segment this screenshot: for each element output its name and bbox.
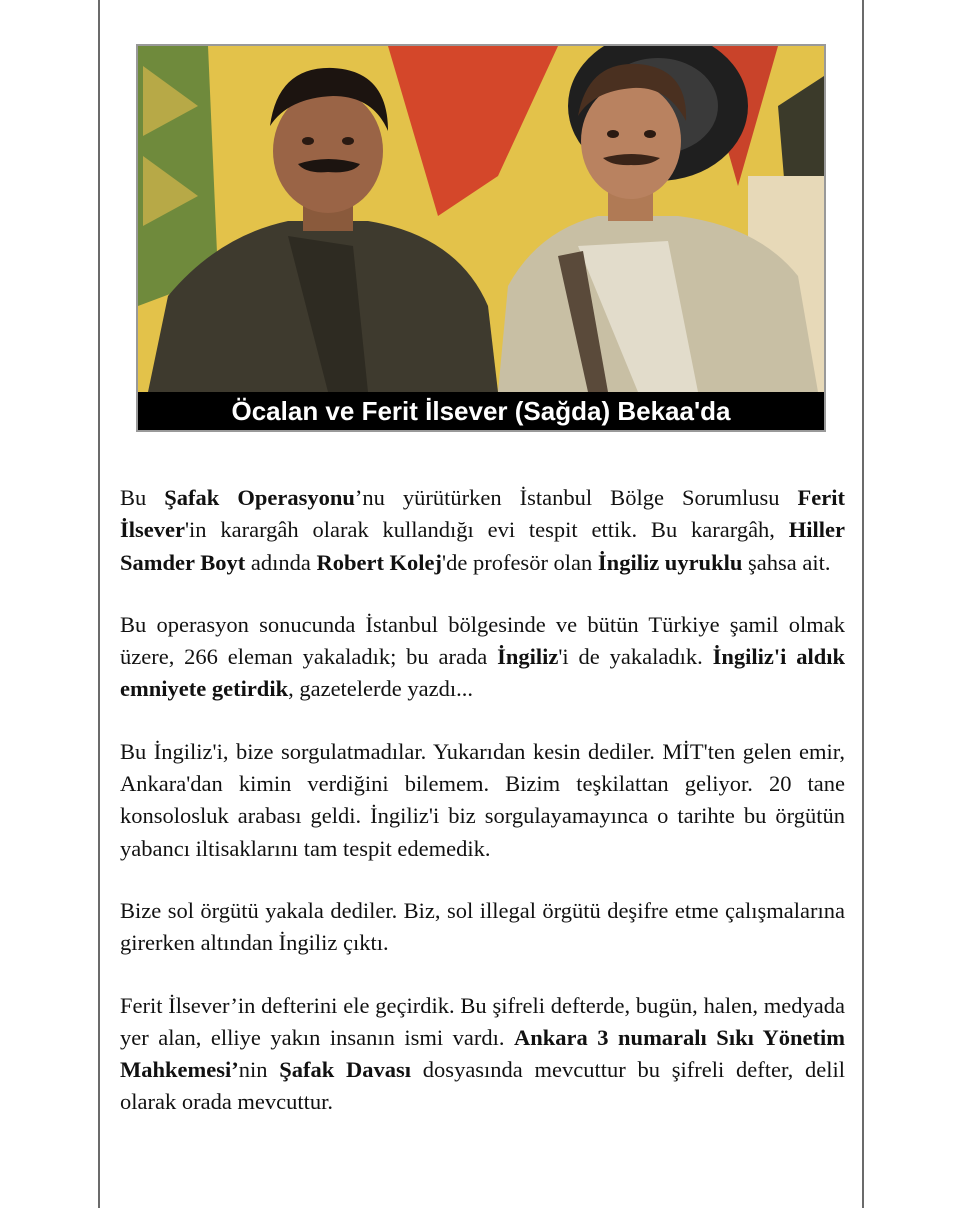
news-photo [136, 44, 826, 432]
article-paragraph [120, 482, 845, 579]
bold-text: İngiliz [497, 644, 559, 670]
paragraph-text: Ferit İlsever’in defterini ele geçirdik. Bu şifreli defterde, bugün, halen, medyada yer alan, elliye yakın insanın ismi vardı. [120, 992, 845, 1050]
bold-text: Şafak Davası [279, 1057, 412, 1083]
bold-text: Ferit İlsever [120, 485, 845, 543]
article-paragraph [120, 609, 845, 706]
paragraph-text: Bize sol örgütü yakala dediler. Biz, sol illegal örgütü deşifre etme çalışmalarına girerken altından İngiliz çıktı. [120, 897, 845, 956]
paragraph-text: Bu [120, 485, 165, 510]
paragraph-text: Bu operasyon sonucunda İstanbul bölgesinde ve bütün Türkiye şamil olmak üzere, 266 eleman yakaladık; bu arada [120, 611, 845, 670]
paragraph-text: , gazetelerde yazdı... [288, 676, 473, 702]
bold-text: Hiller Samder Boyt [120, 517, 845, 575]
paragraph-text: 'de profesör olan [442, 549, 598, 575]
paragraph-text: adında [245, 549, 317, 575]
paragraph-text: dosyasında mevcuttur bu şifreli defter, delil olarak orada mevcuttur. [120, 1057, 845, 1115]
article-paragraph [120, 736, 845, 865]
bold-text: Şafak Operasyonu [164, 485, 355, 510]
paragraph-text: şahsa ait. [742, 549, 831, 575]
article-body [120, 482, 845, 1149]
article-paragraph [120, 990, 845, 1119]
photo-caption: Öcalan ve Ferit İlsever (Sağda) Bekaa'da [138, 392, 824, 430]
article-paragraph [120, 895, 845, 960]
bold-text: Robert Kolej [316, 549, 443, 575]
bold-text: İngiliz'i aldık emniyete getirdik [120, 644, 845, 702]
paragraph-text: 'in karargâh olarak kullandığı evi tespit ettik. Bu karargâh, [184, 517, 789, 543]
bold-text: İngiliz uyruklu [597, 549, 743, 575]
paragraph-text: Bu İngiliz'i, bize sorgulatmadılar. Yukarıdan kesin dediler. MİT'ten gelen emir, Ankara'dan kimin verdiğini bilemem. Bizim teşkilattan geliyor. 20 tane konsolosluk arabası geldi. İngiliz'i biz sorgulayamayınca o tarihte bu örgütün yabancı iltisaklarını tam tespit edemedik. [120, 738, 845, 861]
paragraph-text: ’nu yürütürken İstanbul Bölge Sorumlusu [354, 485, 798, 510]
photo-illustration [138, 46, 824, 392]
paragraph-text: nin [238, 1057, 280, 1083]
paragraph-text: 'i de yakaladık. [558, 644, 713, 670]
bold-text: Ankara 3 numaralı Sıkı Yönetim Mahkemesi’ [120, 1024, 846, 1083]
